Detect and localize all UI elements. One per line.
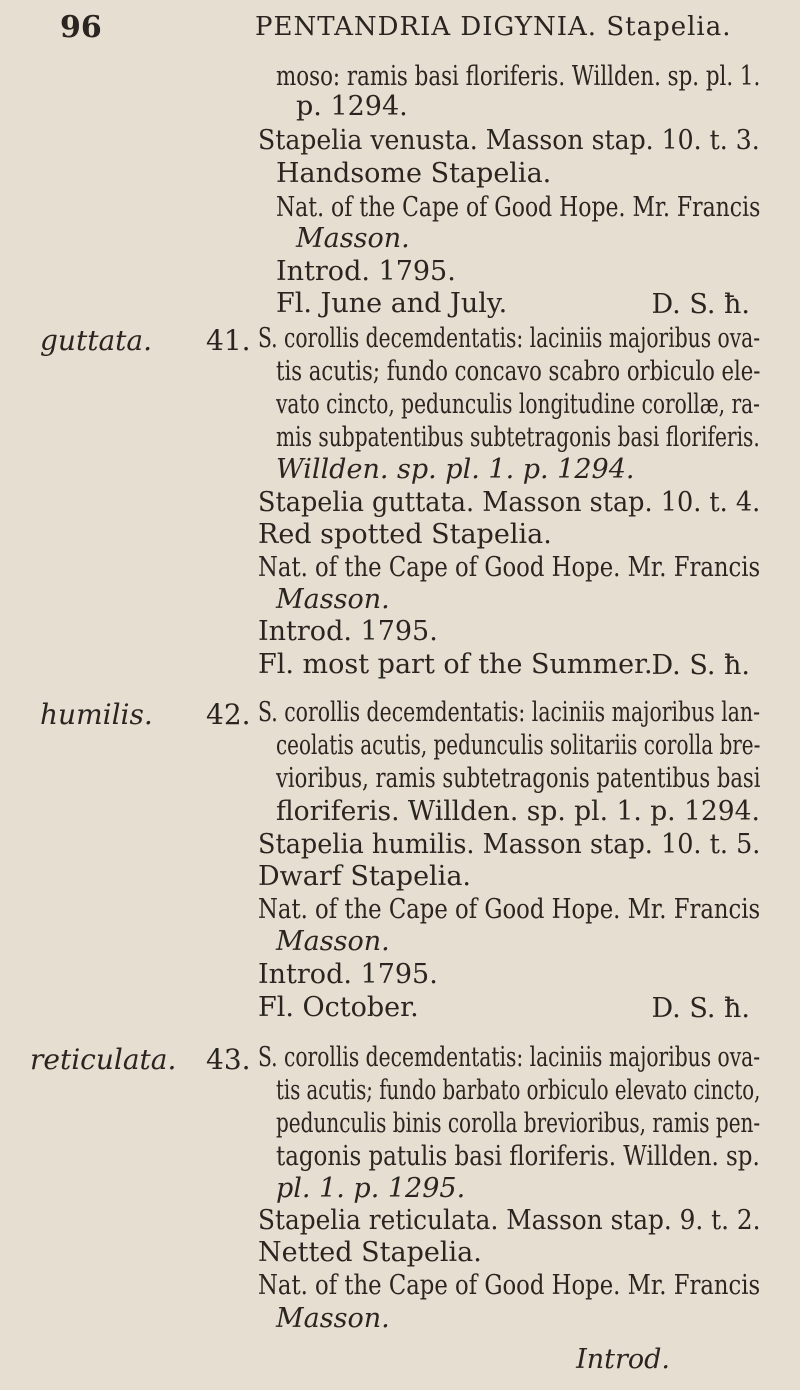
running-head: PENTANDRIA DIGYNIA. Stapelia. [255,12,732,42]
text-line: Netted Stapelia. [258,1237,482,1268]
species-name: guttata. [40,324,152,357]
text-line: Nat. of the Cape of Good Hope. Mr. Francis [276,192,761,223]
text-line: Introd. 1795. [276,256,456,287]
text-line: Masson. [276,584,390,615]
catchword: Introd. [576,1344,670,1375]
flowering-line: Fl. most part of the Summer. [258,649,653,680]
habit-mark: D. S. ħ. [651,289,750,320]
habit-mark: D. S. ħ. [651,993,750,1024]
habit-mark: D. S. ħ. [651,650,750,681]
text-line: tis acutis; fundo barbato orbiculo elevato cincto, [276,1075,761,1106]
text-line: S. corollis decemdentatis: laciniis majoribus ova- [258,1042,761,1073]
text-line: Handsome Stapelia. [276,158,552,189]
flowering-line: Fl. June and July. [276,288,508,319]
text-line: Nat. of the Cape of Good Hope. Mr. Francis [258,894,761,925]
entry-number: 41. [206,324,251,357]
text-line: Masson. [276,926,390,957]
flowering-line: Fl. October. [258,992,419,1023]
entry-number: 42. [206,698,251,731]
text-line: Red spotted Stapelia. [258,519,552,550]
species-name: humilis. [40,698,153,731]
text-line: Introd. 1795. [258,616,438,647]
text-line: pl. 1. p. 1295. [276,1173,466,1204]
text-line: Nat. of the Cape of Good Hope. Mr. Francis [258,1270,761,1301]
text-line: Willden. sp. pl. 1. p. 1294. [276,454,635,485]
text-line: pedunculis binis corolla brevioribus, ramis pen- [276,1108,761,1139]
text-line: S. corollis decemdentatis: laciniis majoribus ova- [258,323,761,354]
text-line: p. 1294. [296,91,408,122]
text-line: floriferis. Willden. sp. pl. 1. p. 1294. [276,796,760,827]
text-line: Masson. [276,1303,390,1334]
page-number: 96 [60,10,102,45]
text-line: vato cincto, pedunculis longitudine corollæ, ra- [276,389,760,420]
text-line: Masson. [296,223,410,254]
text-line: vioribus, ramis subtetragonis patentibus basi [276,763,761,794]
text-line: mis subpatentibus subtetragonis basi floriferis. [276,422,760,453]
text-line: Stapelia venusta. Masson stap. 10. t. 3. [258,125,760,156]
text-line: Stapelia guttata. Masson stap. 10. t. 4. [258,487,761,518]
entry-number: 43. [206,1043,251,1076]
text-line: Dwarf Stapelia. [258,861,471,892]
page-header [0,10,800,50]
text-line: tis acutis; fundo concavo scabro orbiculo ele- [276,356,761,387]
text-line: Nat. of the Cape of Good Hope. Mr. Francis [258,552,761,583]
text-line: S. corollis decemdentatis: laciniis majoribus lan- [258,697,760,728]
text-line: Introd. 1795. [258,959,438,990]
text-line: Stapelia humilis. Masson stap. 10. t. 5. [258,829,761,860]
text-line: tagonis patulis basi floriferis. Willden. sp. [276,1141,760,1172]
text-line: ceolatis acutis, pedunculis solitariis corolla bre- [276,730,761,761]
species-name: reticulata. [30,1043,177,1076]
text-line: Stapelia reticulata. Masson stap. 9. t. 2. [258,1205,761,1236]
text-line: moso: ramis basi floriferis. Willden. sp. pl. 1. [276,61,761,92]
